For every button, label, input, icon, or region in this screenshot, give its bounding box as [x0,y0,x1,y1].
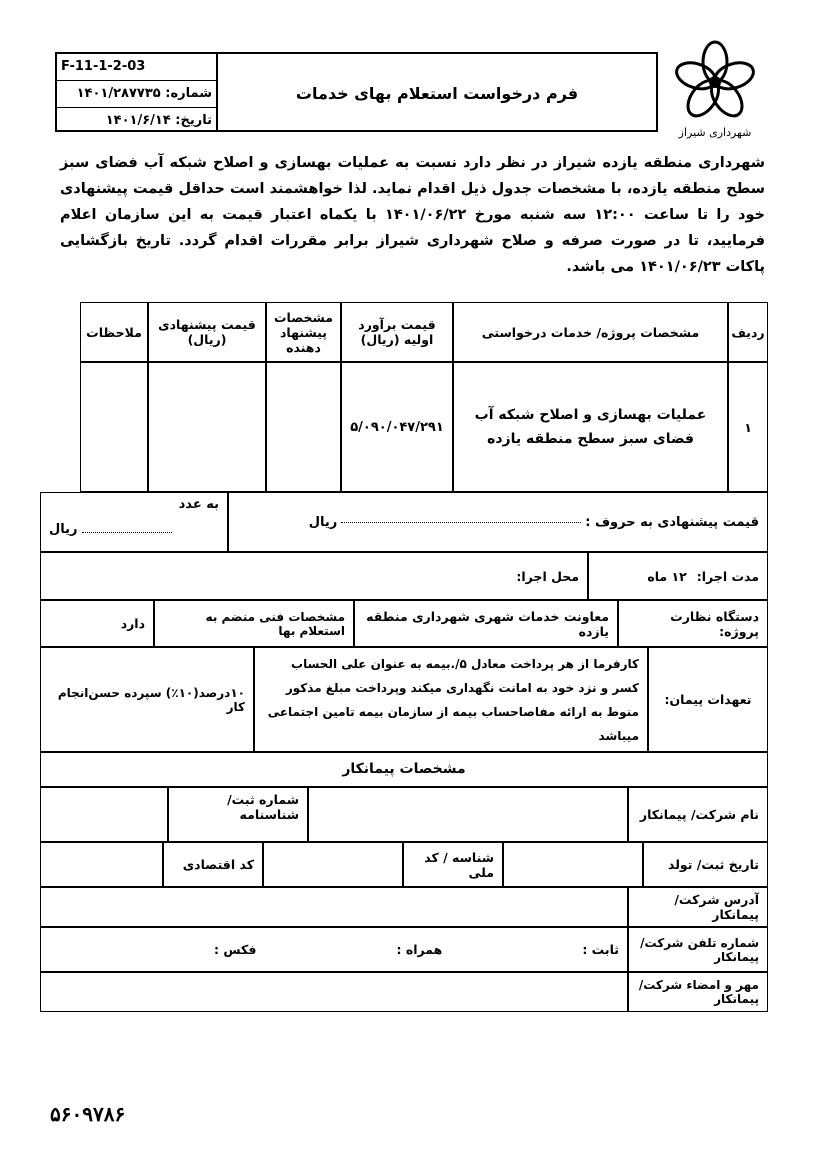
location-field[interactable]: محل اجرا: [40,552,588,600]
tech-spec-label: مشخصات فنی منضم به استعلام بها [154,600,354,647]
tech-spec-value: دارد [40,600,154,647]
row-estimate: ۵/۰۹۰/۰۴۷/۲۹۱ [341,362,453,492]
price-words-field[interactable]: قیمت پیشنهادی به حروف : ریال [228,492,768,552]
form-id-box [55,52,218,132]
reg-no-label: شماره ثبت/ شناسنامه [168,787,308,842]
address-field[interactable] [40,887,628,927]
stamp-field[interactable] [40,972,628,1012]
economic-code-label: کد اقتصادی [163,842,263,887]
col-header-row: ردیف [728,302,768,362]
reg-no-field[interactable] [40,787,168,842]
col-header-proposer: مشخصات پیشنهاد دهنده [266,302,341,362]
obligations-text: کارفرما از هر پرداخت معادل ۵/.بیمه به عنوان علی الحساب کسر و نزد خود به امانت نگهداری میکند وپرداخت مبلغ مذکور منوط به ارائه مفاصاحساب بیمه از سازمان بیمه تامین اجتماعی میباشد [254,647,648,752]
national-id-field[interactable] [263,842,403,887]
intro-paragraph: شهرداری منطقه یازده شیراز در نظر دارد نسبت به عملیات بهسازی و اصلاح شبکه آب فضای سبز سطح منطقه یازده، با مشخصات جدول ذیل اقدام نماید. لذا خواهشمند است حداقل قیمت پیشنهادی خود را تا ساعت ۱۲:۰۰ سه شنبه مورخ ۱۴۰۱/۰۶/۲۲ با یکماه اعتبار قیمت به این سازمان اعلام فرمایید، تا در صورت صرفه و صلاح شهرداری شیراز برابر مقررات اقدام گردد. تاریخ بازگشایی پاکات ۱۴۰۱/۰۶/۲۳ می باشد. [60,155,765,275]
col-header-estimate: قیمت برآورد اولیه (ریال) [341,302,453,362]
birth-date-field[interactable] [503,842,643,887]
letter-number: شماره: ۱۴۰۱/۲۸۷۷۳۵ [57,81,216,108]
row-proposer-field[interactable] [266,362,341,492]
birth-date-label: تاریخ ثبت/ تولد [643,842,768,887]
economic-code-field[interactable] [40,842,163,887]
shiraz-municipality-logo [665,40,765,145]
supervisor-label: دستگاه نظارت پروژه: [618,600,768,647]
duration-field: مدت اجرا: ۱۲ ماه [588,552,768,600]
row-spec: عملیات بهسازی و اصلاح شبکه آب فضای سبز سطح منطقه یازده [453,362,728,492]
svg-text:شهرداری شیراز: شهرداری شیراز [678,126,752,139]
supervisor-value: معاونت خدمات شهری شهرداری منطقه یازده [354,600,618,647]
handwritten-number: ۵۶۰۹۷۸۶ [50,1102,126,1126]
letter-date: تاریخ: ۱۴۰۱/۶/۱۴ [105,113,212,128]
row-index: ۱ [728,362,768,492]
phone-field[interactable]: ثابت : همراه : فکس : [40,927,628,972]
col-header-proposed-price: قیمت پیشنهادی (ریال) [148,302,266,362]
row-notes-field[interactable] [80,362,148,492]
address-label: آدرس شرکت/ پیمانکار [628,887,768,927]
company-name-label: نام شرکت/ پیمانکار [628,787,768,842]
price-digits-field[interactable]: به عدد ریال [40,492,228,552]
contractor-section-title: مشخصات پیمانکار [40,752,768,787]
national-id-label: شناسه / کد ملی [403,842,503,887]
form-title: فرم درخواست استعلام بهای خدمات [218,52,658,132]
phone-label: شماره تلفن شرکت/ پیمانکار [628,927,768,972]
col-header-spec: مشخصات پروژه/ خدمات درخواستی [453,302,728,362]
company-name-field[interactable] [308,787,628,842]
col-header-notes: ملاحظات [80,302,148,362]
row-proposed-price-field[interactable] [148,362,266,492]
form-code: F-11-1-2-03 [57,54,216,81]
stamp-label: مهر و امضاء شرکت/ پیمانکار [628,972,768,1012]
obligations-guarantee: ۱۰درصد(۱۰٪) سپرده حسن‌انجام کار [40,647,254,752]
obligations-label: تعهدات پیمان: [648,647,768,752]
